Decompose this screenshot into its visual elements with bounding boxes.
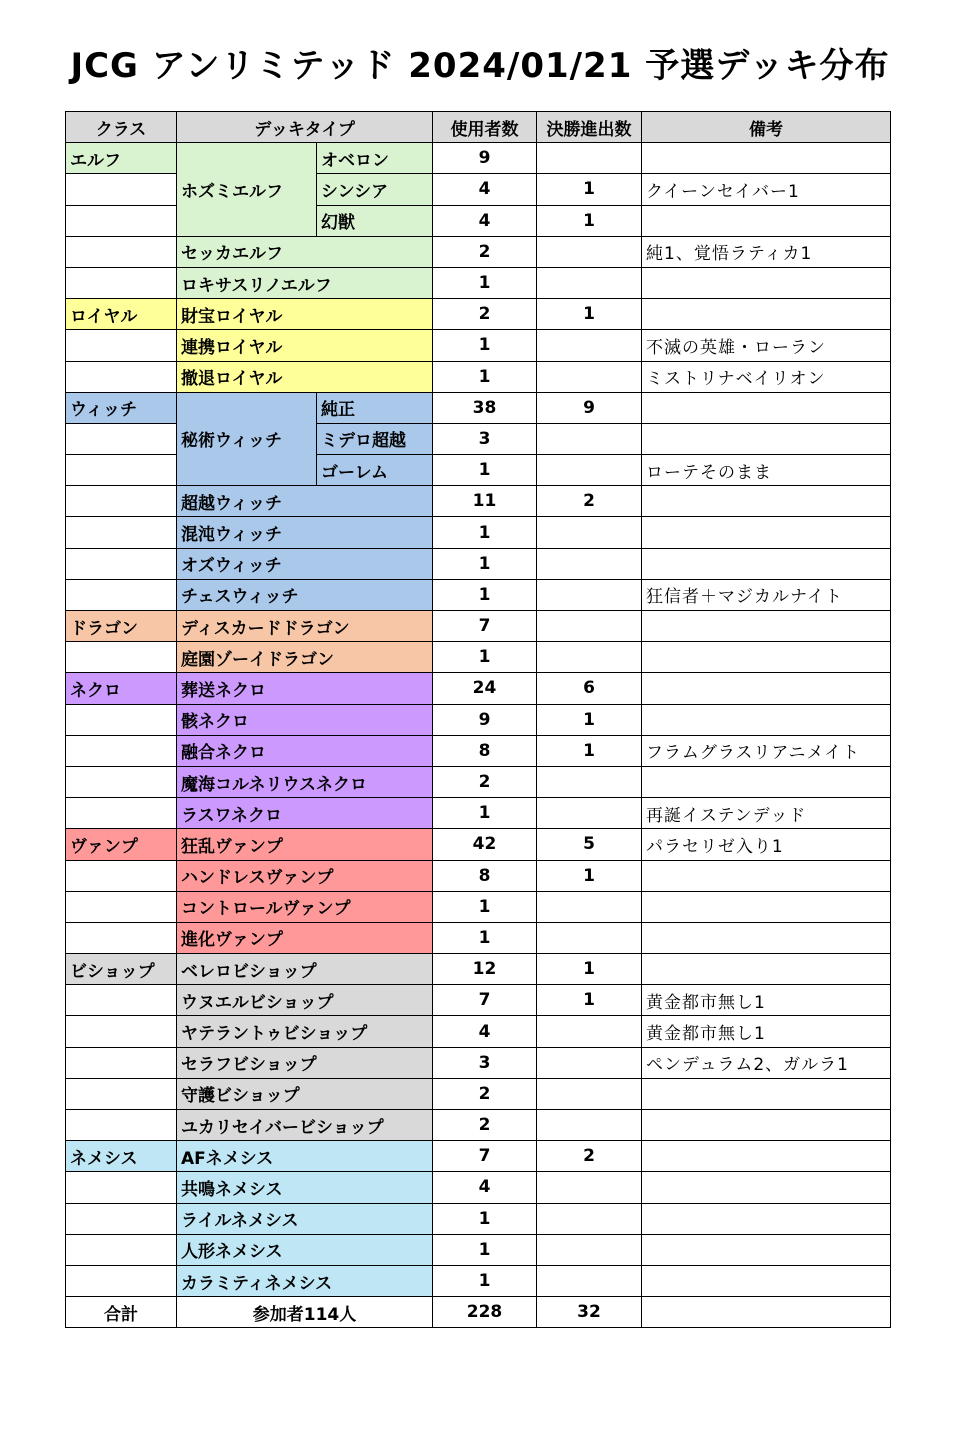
note-cell — [642, 1078, 891, 1109]
class-cell-empty — [66, 205, 177, 236]
finalists-count — [537, 330, 642, 361]
deck-type: 共鳴ネメシス — [177, 1172, 433, 1203]
users-count: 1 — [433, 922, 537, 953]
table-row — [66, 517, 891, 548]
note-cell — [642, 1141, 891, 1172]
finalists-count: 1 — [537, 205, 642, 236]
finalists-count: 9 — [537, 392, 642, 423]
page-title: JCG アンリミテッド 2024/01/21 予選デッキ分布 — [70, 46, 890, 86]
note-cell — [642, 517, 891, 548]
table-header-row — [66, 112, 891, 143]
note-cell — [642, 1172, 891, 1203]
deck-type: ベレロビショップ — [177, 954, 433, 985]
class-cell-royal: ロイヤル — [66, 299, 177, 330]
users-count: 1 — [433, 517, 537, 548]
finalists-count — [537, 1265, 642, 1296]
class-cell-empty — [66, 642, 177, 673]
finalists-count — [537, 642, 642, 673]
deck-subtype: オベロン — [317, 143, 433, 174]
note-cell — [642, 922, 891, 953]
deck-subtype: 純正 — [317, 392, 433, 423]
users-count: 7 — [433, 1141, 537, 1172]
finalists-count — [537, 143, 642, 174]
finalists-count — [537, 455, 642, 486]
deck-type: ウヌエルビショップ — [177, 985, 433, 1016]
class-cell-bishop: ビショップ — [66, 954, 177, 985]
users-count: 2 — [433, 1078, 537, 1109]
users-count: 8 — [433, 735, 537, 766]
users-count: 38 — [433, 392, 537, 423]
deck-type: コントロールヴァンプ — [177, 891, 433, 922]
users-count: 11 — [433, 486, 537, 517]
note-cell — [642, 954, 891, 985]
header-class: クラス — [66, 112, 177, 143]
note-cell — [642, 1265, 891, 1296]
finalists-count — [537, 1110, 642, 1141]
deck-type: 連携ロイヤル — [177, 330, 433, 361]
table-row — [66, 361, 891, 392]
note-cell: パラセリゼ入り1 — [642, 829, 891, 860]
deck-type: 人形ネメシス — [177, 1234, 433, 1265]
note-cell: ローテそのまま — [642, 455, 891, 486]
finalists-count — [537, 579, 642, 610]
table-row — [66, 1078, 891, 1109]
table-row — [66, 330, 891, 361]
users-count: 24 — [433, 673, 537, 704]
table-row — [66, 860, 891, 891]
table-row — [66, 673, 891, 704]
class-cell-empty — [66, 1047, 177, 1078]
finalists-count — [537, 423, 642, 454]
table-row — [66, 735, 891, 766]
deck-type: AFネメシス — [177, 1141, 433, 1172]
class-cell-empty — [66, 267, 177, 298]
total-label: 合計 — [66, 1297, 177, 1328]
table-row — [66, 1016, 891, 1047]
deck-type: 魔海コルネリウスネクロ — [177, 766, 433, 797]
finalists-count — [537, 1047, 642, 1078]
deck-type: 撤退ロイヤル — [177, 361, 433, 392]
class-cell-empty — [66, 361, 177, 392]
note-cell: ミストリナベイリオン — [642, 361, 891, 392]
note-cell — [642, 611, 891, 642]
users-count: 9 — [433, 143, 537, 174]
users-count: 2 — [433, 766, 537, 797]
deck-type: ユカリセイバービショップ — [177, 1110, 433, 1141]
table-row — [66, 985, 891, 1016]
class-cell-empty — [66, 735, 177, 766]
users-count: 1 — [433, 548, 537, 579]
note-cell — [642, 143, 891, 174]
class-cell-nemesis: ネメシス — [66, 1141, 177, 1172]
users-count: 12 — [433, 954, 537, 985]
note-cell: ペンデュラム2、ガルラ1 — [642, 1047, 891, 1078]
finalists-count: 2 — [537, 486, 642, 517]
deck-type: 超越ウィッチ — [177, 486, 433, 517]
deck-type: 融合ネクロ — [177, 735, 433, 766]
deck-type: ヤテラントゥビショップ — [177, 1016, 433, 1047]
users-count: 1 — [433, 267, 537, 298]
finalists-count — [537, 798, 642, 829]
note-cell — [642, 267, 891, 298]
table-row — [66, 548, 891, 579]
deck-type: ディスカードドラゴン — [177, 611, 433, 642]
finalists-count — [537, 236, 642, 267]
finalists-count: 2 — [537, 1141, 642, 1172]
note-cell: 狂信者＋マジカルナイト — [642, 579, 891, 610]
finalists-count — [537, 361, 642, 392]
deck-type: 進化ヴァンプ — [177, 922, 433, 953]
note-cell — [642, 1234, 891, 1265]
finalists-count — [537, 1016, 642, 1047]
deck-subtype: シンシア — [317, 174, 433, 205]
deck-type: カラミティネメシス — [177, 1265, 433, 1296]
finalists-count — [537, 1203, 642, 1234]
note-cell: 再誕イステンデッド — [642, 798, 891, 829]
table-row — [66, 1141, 891, 1172]
note-cell: クイーンセイバー1 — [642, 174, 891, 205]
note-cell: 不滅の英雄・ローラン — [642, 330, 891, 361]
table-row — [66, 954, 891, 985]
deck-type: ロキサスリノエルフ — [177, 267, 433, 298]
users-count: 7 — [433, 611, 537, 642]
note-cell — [642, 766, 891, 797]
note-cell — [642, 392, 891, 423]
class-cell-empty — [66, 236, 177, 267]
note-cell — [642, 299, 891, 330]
deck-type: チェスウィッチ — [177, 579, 433, 610]
note-cell — [642, 704, 891, 735]
users-count: 4 — [433, 174, 537, 205]
note-cell: 純1、覚悟ラティカ1 — [642, 236, 891, 267]
total-row — [66, 1297, 891, 1328]
class-cell-empty — [66, 579, 177, 610]
class-cell-empty — [66, 1265, 177, 1296]
table-row — [66, 486, 891, 517]
total-users: 228 — [433, 1297, 537, 1328]
users-count: 1 — [433, 1234, 537, 1265]
table-row — [66, 922, 891, 953]
table-row — [66, 829, 891, 860]
deck-type: 骸ネクロ — [177, 704, 433, 735]
deck-type: セッカエルフ — [177, 236, 433, 267]
users-count: 7 — [433, 985, 537, 1016]
class-cell-vamp: ヴァンプ — [66, 829, 177, 860]
finalists-count — [537, 267, 642, 298]
finalists-count: 1 — [537, 704, 642, 735]
deck-type: 庭園ゾーイドラゴン — [177, 642, 433, 673]
deck-type: 狂乱ヴァンプ — [177, 829, 433, 860]
note-cell — [642, 891, 891, 922]
note-cell — [642, 548, 891, 579]
finalists-count: 1 — [537, 299, 642, 330]
finalists-count: 1 — [537, 954, 642, 985]
users-count: 3 — [433, 1047, 537, 1078]
table-row — [66, 267, 891, 298]
finalists-count — [537, 517, 642, 548]
deck-subtype: ゴーレム — [317, 455, 433, 486]
users-count: 8 — [433, 860, 537, 891]
note-cell — [642, 1110, 891, 1141]
deck-type: 財宝ロイヤル — [177, 299, 433, 330]
total-finalists: 32 — [537, 1297, 642, 1328]
table-row — [66, 766, 891, 797]
class-cell-empty — [66, 1078, 177, 1109]
users-count: 1 — [433, 330, 537, 361]
header-users: 使用者数 — [433, 112, 537, 143]
class-cell-empty — [66, 486, 177, 517]
users-count: 2 — [433, 1110, 537, 1141]
finalists-count — [537, 611, 642, 642]
class-cell-empty — [66, 455, 177, 486]
deck-subtype: 幻獣 — [317, 205, 433, 236]
class-cell-empty — [66, 798, 177, 829]
note-cell — [642, 1203, 891, 1234]
finalists-count — [537, 1234, 642, 1265]
finalists-count — [537, 1078, 642, 1109]
deck-type: 葬送ネクロ — [177, 673, 433, 704]
deck-type: 守護ビショップ — [177, 1078, 433, 1109]
users-count: 1 — [433, 1203, 537, 1234]
users-count: 1 — [433, 1265, 537, 1296]
users-count: 4 — [433, 1016, 537, 1047]
class-cell-empty — [66, 891, 177, 922]
class-cell-empty — [66, 517, 177, 548]
deck-type: ラスワネクロ — [177, 798, 433, 829]
finalists-count — [537, 922, 642, 953]
note-cell — [642, 673, 891, 704]
deck-type: ライルネメシス — [177, 1203, 433, 1234]
total-note — [642, 1297, 891, 1328]
users-count: 1 — [433, 642, 537, 673]
users-count: 1 — [433, 361, 537, 392]
finalists-count: 1 — [537, 860, 642, 891]
table-row — [66, 1047, 891, 1078]
note-cell — [642, 205, 891, 236]
deck-group-hijutsu-witch: 秘術ウィッチ — [177, 392, 317, 486]
table-row — [66, 236, 891, 267]
class-cell-dragon: ドラゴン — [66, 611, 177, 642]
users-count: 9 — [433, 704, 537, 735]
class-cell-empty — [66, 548, 177, 579]
total-participants: 参加者114人 — [177, 1297, 433, 1328]
deck-group-hozumi-elf: ホズミエルフ — [177, 143, 317, 237]
users-count: 2 — [433, 236, 537, 267]
table-row — [66, 798, 891, 829]
users-count: 42 — [433, 829, 537, 860]
users-count: 2 — [433, 299, 537, 330]
users-count: 1 — [433, 891, 537, 922]
header-finalists: 決勝進出数 — [537, 112, 642, 143]
finalists-count: 1 — [537, 174, 642, 205]
finalists-count — [537, 766, 642, 797]
table-row — [66, 1110, 891, 1141]
class-cell-witch: ウィッチ — [66, 392, 177, 423]
header-notes: 備考 — [642, 112, 891, 143]
table-row — [66, 1172, 891, 1203]
users-count: 1 — [433, 798, 537, 829]
users-count: 1 — [433, 579, 537, 610]
note-cell — [642, 860, 891, 891]
class-cell-empty — [66, 1110, 177, 1141]
header-deck-type: デッキタイプ — [177, 112, 433, 143]
table-row — [66, 1203, 891, 1234]
table-row — [66, 579, 891, 610]
class-cell-empty — [66, 766, 177, 797]
class-cell-empty — [66, 704, 177, 735]
finalists-count — [537, 891, 642, 922]
table-row — [66, 1234, 891, 1265]
table-row — [66, 143, 891, 174]
class-cell-empty — [66, 922, 177, 953]
class-cell-empty — [66, 330, 177, 361]
table-row — [66, 1265, 891, 1296]
users-count: 1 — [433, 455, 537, 486]
deck-type: ハンドレスヴァンプ — [177, 860, 433, 891]
class-cell-empty — [66, 174, 177, 205]
class-cell-empty — [66, 1016, 177, 1047]
note-cell: フラムグラスリアニメイト — [642, 735, 891, 766]
note-cell — [642, 642, 891, 673]
table-row — [66, 299, 891, 330]
class-cell-empty — [66, 423, 177, 454]
users-count: 3 — [433, 423, 537, 454]
finalists-count: 6 — [537, 673, 642, 704]
deck-type: オズウィッチ — [177, 548, 433, 579]
finalists-count: 1 — [537, 985, 642, 1016]
table-row — [66, 704, 891, 735]
note-cell: 黄金都市無し1 — [642, 1016, 891, 1047]
users-count: 4 — [433, 1172, 537, 1203]
class-cell-empty — [66, 860, 177, 891]
finalists-count: 5 — [537, 829, 642, 860]
class-cell-elf: エルフ — [66, 143, 177, 174]
class-cell-empty — [66, 1172, 177, 1203]
finalists-count — [537, 548, 642, 579]
class-cell-empty — [66, 985, 177, 1016]
table-row — [66, 392, 891, 423]
deck-subtype: ミデロ超越 — [317, 423, 433, 454]
table-row — [66, 891, 891, 922]
table-row — [66, 642, 891, 673]
class-cell-necro: ネクロ — [66, 673, 177, 704]
class-cell-empty — [66, 1203, 177, 1234]
finalists-count — [537, 1172, 642, 1203]
note-cell — [642, 423, 891, 454]
class-cell-empty — [66, 1234, 177, 1265]
deck-type: セラフビショップ — [177, 1047, 433, 1078]
table-row — [66, 611, 891, 642]
note-cell — [642, 486, 891, 517]
users-count: 4 — [433, 205, 537, 236]
note-cell: 黄金都市無し1 — [642, 985, 891, 1016]
finalists-count: 1 — [537, 735, 642, 766]
deck-distribution-table — [65, 111, 891, 1328]
deck-type: 混沌ウィッチ — [177, 517, 433, 548]
